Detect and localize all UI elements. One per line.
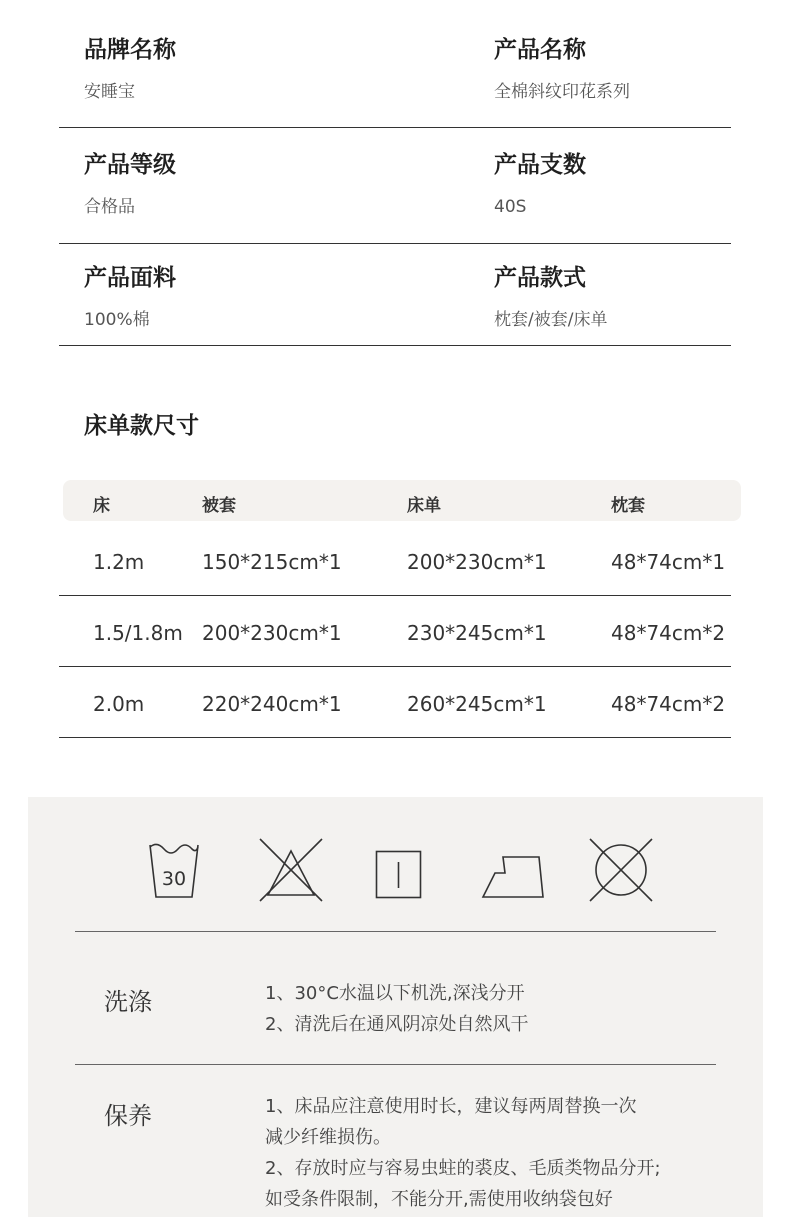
cell-duvet-cover: 150*215cm*1 [202,550,342,574]
spec-value: 安睡宝 [84,82,135,102]
table-row [59,667,731,738]
wash-line: 1、30°C水温以下机洗,深浅分开 [265,983,525,1004]
cell-bed: 1.5/1.8m [93,621,183,645]
spec-row [59,244,731,346]
spec-style [494,267,607,329]
spec-count [494,154,586,216]
wash-title: 洗涤 [104,988,152,1016]
maintain-line: 减少纤维损伤。 [265,1127,391,1148]
spec-grade [84,154,176,216]
wash-30-icon [146,839,204,899]
table-row [59,525,731,596]
cell-bed-sheet: 260*245cm*1 [407,692,547,716]
cell-pillowcase: 48*74cm*2 [611,621,726,645]
spec-fabric [84,267,176,329]
size-table-header [63,480,741,521]
divider [75,1064,716,1065]
cell-duvet-cover: 200*230cm*1 [202,621,342,645]
spec-label: 产品款式 [494,265,586,291]
spec-value: 枕套/被套/床单 [494,310,608,330]
maintain-title: 保养 [104,1102,152,1130]
maintain-instructions [265,1091,661,1215]
header-bed: 床 [93,496,110,516]
cell-pillowcase: 48*74cm*1 [611,550,726,574]
no-dry-clean-icon [588,837,654,903]
care-icons [28,797,763,932]
maintain-line: 如受条件限制，不能分开,需使用收纳袋包好 [265,1189,613,1210]
cell-duvet-cover: 220*240cm*1 [202,692,342,716]
size-section-title: 床单款尺寸 [84,413,199,439]
cell-bed: 1.2m [93,550,145,574]
spec-brand [84,39,176,101]
spec-value: 100%棉 [84,310,150,330]
spec-row [59,13,731,128]
spec-row [59,128,731,244]
header-pillowcase: 枕套 [611,496,645,516]
spec-value: 合格品 [84,197,135,217]
spec-value: 全棉斜纹印花系列 [494,82,630,102]
wash-line: 2、清洗后在通风阴凉处自然风干 [265,1014,529,1035]
no-bleach-icon [258,837,324,903]
line-dry-icon [375,850,423,900]
header-duvet-cover: 被套 [202,496,236,516]
table-row [59,596,731,667]
header-bed-sheet: 床单 [407,496,441,516]
spec-label: 产品等级 [84,152,176,178]
svg-text:30: 30 [161,868,187,890]
divider [75,931,716,932]
spec-value: 40S [494,197,527,217]
care-panel [28,797,763,1217]
spec-table [59,13,731,346]
spec-label: 产品面料 [84,265,176,291]
spec-label: 产品名称 [494,37,586,63]
cell-bed-sheet: 200*230cm*1 [407,550,547,574]
maintain-line: 2、存放时应与容易虫蛀的裘皮、毛质类物品分开; [265,1158,661,1179]
spec-label: 产品支数 [494,152,586,178]
wash-instructions [265,978,528,1040]
maintain-line: 1、床品应注意使用时长，建议每两周替换一次 [265,1096,637,1117]
spec-label: 品牌名称 [84,37,176,63]
cell-pillowcase: 48*74cm*2 [611,692,726,716]
spec-product-name [494,39,630,101]
cell-bed: 2.0m [93,692,145,716]
iron-icon [481,853,547,899]
cell-bed-sheet: 230*245cm*1 [407,621,547,645]
